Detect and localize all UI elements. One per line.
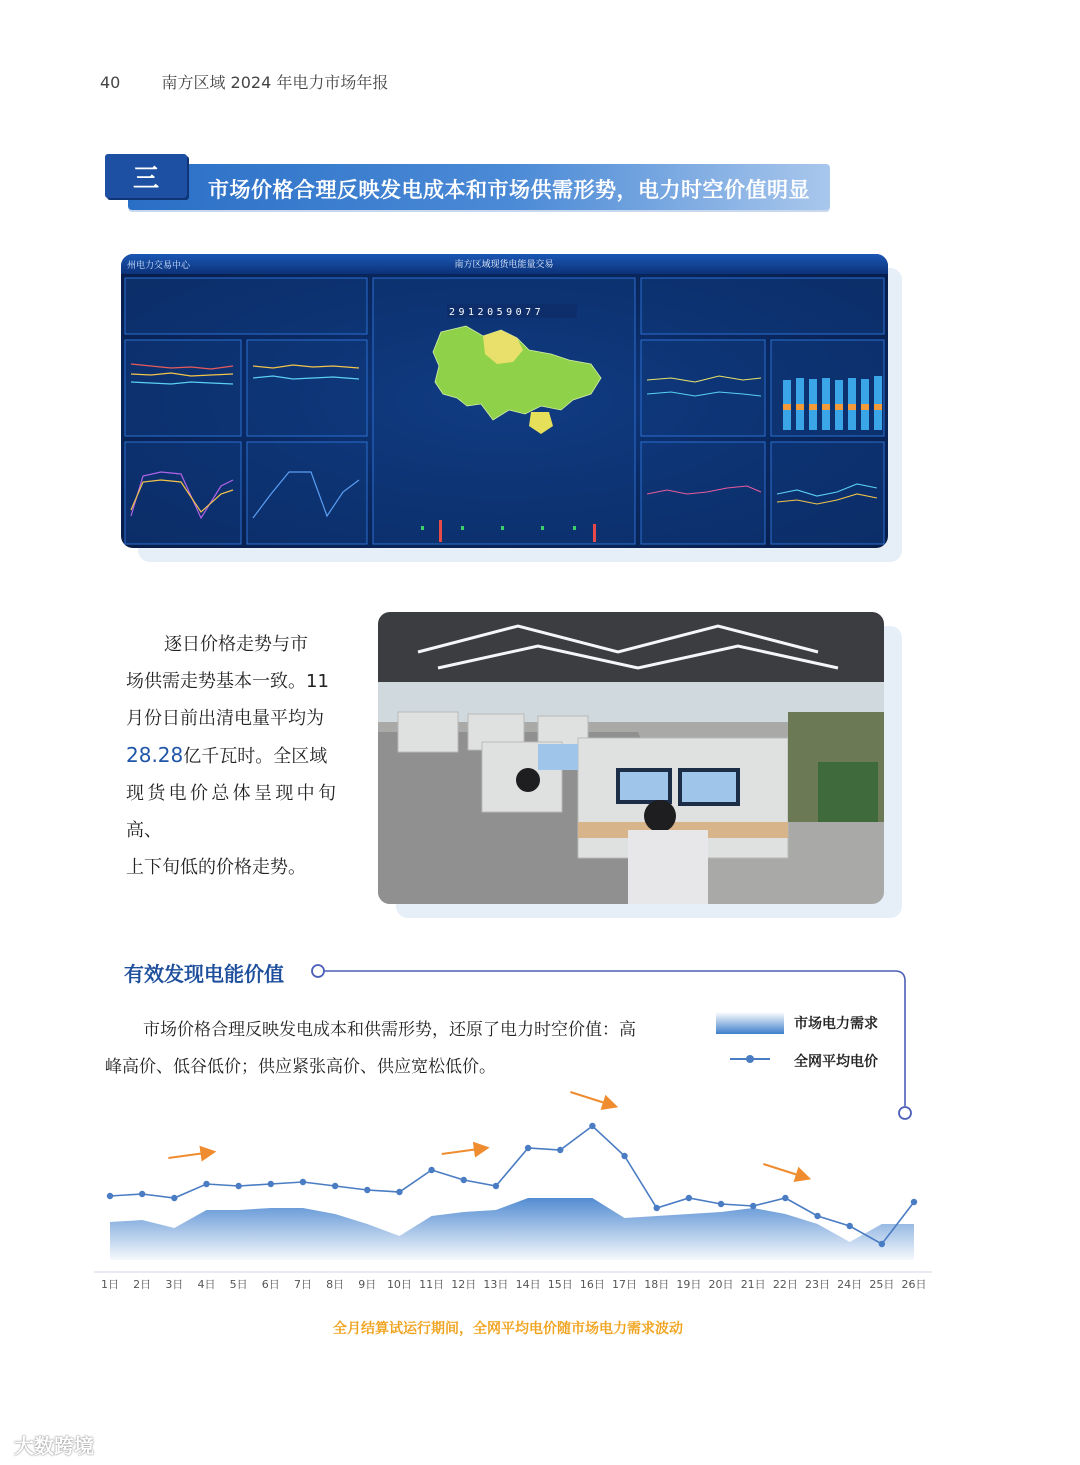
price-point: [171, 1195, 177, 1201]
connector-start-dot: [312, 965, 324, 977]
x-tick-label: 7日: [293, 1278, 312, 1291]
dashboard-digits: 2912059077: [449, 307, 545, 318]
trading-hall-photo: [378, 612, 884, 904]
x-tick-label: 11日: [419, 1278, 445, 1291]
chart-caption: 全月结算试运行期间，全网平均电价随市场电力需求波动: [333, 1321, 683, 1337]
trend-arrow: [168, 1152, 212, 1158]
dashboard-graphic: [121, 254, 888, 548]
price-point: [589, 1123, 595, 1129]
trend-arrow: [442, 1148, 486, 1154]
demand-area: [110, 1198, 914, 1260]
x-tick-label: 14日: [515, 1278, 541, 1291]
page-number: 40: [100, 73, 121, 92]
price-point: [750, 1203, 756, 1209]
price-point: [235, 1183, 241, 1189]
price-demand-chart: [0, 960, 1080, 1300]
x-tick-label: 1日: [101, 1278, 119, 1291]
price-point: [203, 1181, 209, 1187]
price-point: [332, 1183, 338, 1189]
price-trend-paragraph: [126, 626, 336, 886]
x-tick-label: 13日: [483, 1278, 509, 1291]
price-point: [782, 1195, 788, 1201]
price-point: [268, 1181, 274, 1187]
para-line-1: 逐日价格走势与市: [164, 634, 308, 655]
price-point: [300, 1179, 306, 1185]
x-tick-label: 21日: [740, 1278, 766, 1291]
price-point: [557, 1147, 563, 1153]
price-point: [686, 1195, 692, 1201]
x-tick-label: 19日: [676, 1278, 702, 1291]
x-tick-label: 3日: [165, 1278, 184, 1291]
connector-end-dot: [899, 1107, 911, 1119]
price-point: [718, 1201, 724, 1207]
x-tick-label: 26日: [901, 1278, 927, 1291]
sub-text-line-2: 峰高价、低谷低价；供应紧张高价、供应宽松低价。: [105, 1057, 496, 1077]
price-point: [493, 1183, 499, 1189]
x-tick-label: 18日: [644, 1278, 670, 1291]
legend-price-marker: [746, 1055, 754, 1063]
price-point: [107, 1193, 113, 1199]
x-tick-label: 5日: [229, 1278, 248, 1291]
x-tick-label: 12日: [451, 1278, 477, 1291]
price-point: [911, 1199, 917, 1205]
price-point: [428, 1167, 434, 1173]
section-title: 市场价格合理反映发电成本和市场供需形势，电力时空价值明显: [208, 178, 810, 202]
para-line-4: 亿千瓦时。全区域: [183, 746, 328, 767]
x-tick-label: 9日: [358, 1278, 377, 1291]
price-point: [879, 1241, 885, 1247]
photo-graphic: [378, 612, 884, 904]
price-point: [654, 1205, 660, 1211]
trend-arrow: [763, 1164, 807, 1178]
price-point: [525, 1145, 531, 1151]
page-header: [100, 70, 388, 93]
section-number: 三: [105, 154, 187, 198]
x-tick-label: 20日: [708, 1278, 734, 1291]
price-point: [621, 1153, 627, 1159]
para-line-2: 场供需走势基本一致。11: [126, 671, 329, 692]
para-line-6: 上下旬低的价格走势。: [126, 857, 306, 878]
highlight-value: 28.28: [126, 743, 184, 767]
price-point: [814, 1213, 820, 1219]
legend-demand-swatch: [716, 1012, 784, 1034]
x-tick-label: 17日: [612, 1278, 638, 1291]
sub-section-title: 有效发现电能价值: [124, 962, 284, 986]
para-line-3: 月份日前出清电量平均为: [126, 708, 324, 729]
trend-arrow: [570, 1092, 614, 1106]
x-tick-label: 25日: [869, 1278, 895, 1291]
x-tick-label: 8日: [326, 1278, 345, 1291]
legend-price-label: 全网平均电价: [794, 1054, 878, 1070]
x-tick-label: 6日: [261, 1278, 280, 1291]
price-point: [139, 1191, 145, 1197]
price-point: [461, 1177, 467, 1183]
x-tick-label: 15日: [547, 1278, 573, 1291]
x-tick-label: 4日: [197, 1278, 216, 1291]
watermark-logo: 大数跨境: [14, 1434, 94, 1458]
dashboard-org: 州电力交易中心: [127, 261, 191, 271]
x-tick-label: 2日: [133, 1278, 152, 1291]
legend-demand-label: 市场电力需求: [794, 1016, 878, 1032]
price-point: [396, 1189, 402, 1195]
price-point: [846, 1223, 852, 1229]
connector-line: [324, 971, 905, 1106]
x-tick-label: 23日: [805, 1278, 831, 1291]
price-point: [364, 1187, 370, 1193]
dashboard-image: [121, 254, 888, 548]
dashboard-title: 南方区域现货电能量交易: [454, 260, 554, 270]
x-tick-label: 10日: [386, 1278, 412, 1291]
x-tick-label: 16日: [579, 1278, 605, 1291]
x-tick-label: 22日: [772, 1278, 798, 1291]
report-title: 南方区域 2024 年电力市场年报: [161, 73, 389, 92]
para-line-5: 现货电价总体呈现中旬高、: [126, 783, 336, 841]
x-tick-label: 24日: [837, 1278, 863, 1291]
sub-text-line-1: 市场价格合理反映发电成本和供需形势，还原了电力时空价值：高: [143, 1020, 636, 1040]
